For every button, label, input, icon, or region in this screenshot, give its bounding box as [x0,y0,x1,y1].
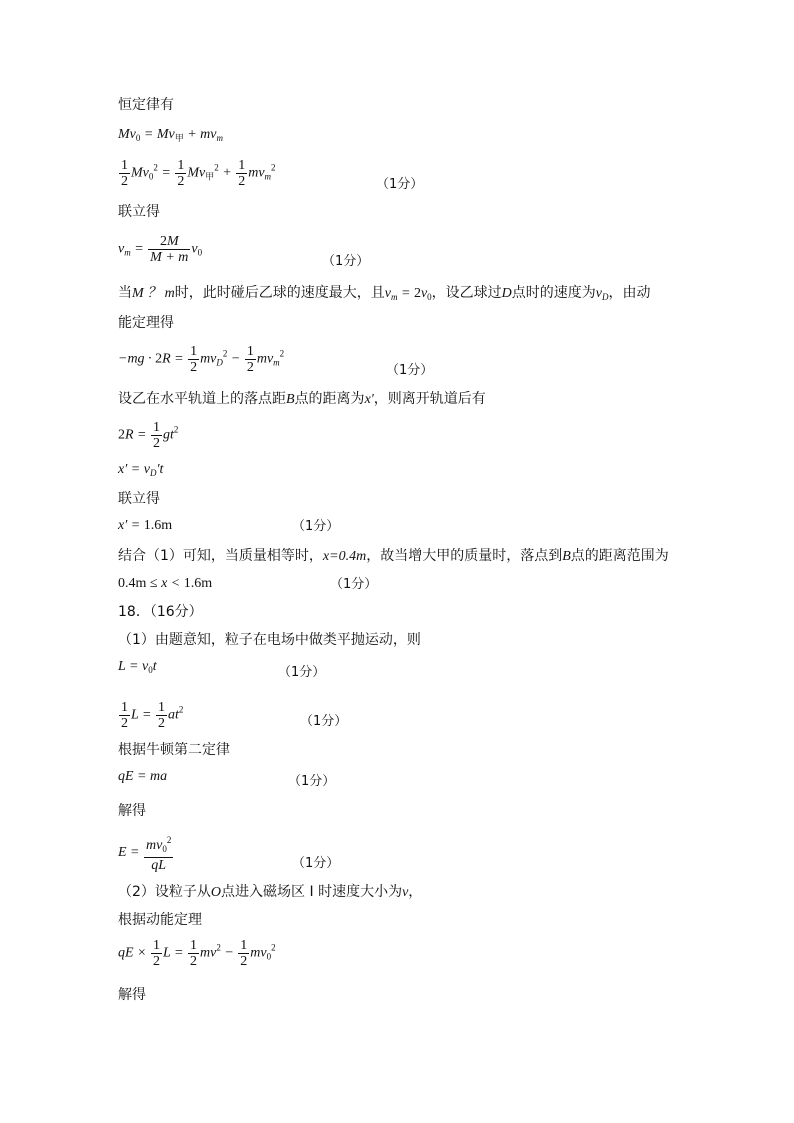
equation-newton: qE = ma [118,769,168,784]
text-line: 根据动能定理 [118,912,202,928]
text-line: 当M ？ m时，此时碰后乙球的速度最大，且$v_m = 2v_0$，设乙球过D点时的速度为$v_D$，由动 [118,285,651,302]
text-line: 联立得 [118,491,160,507]
equation-half-length: $\frac{1}{2}$ L = $\frac{1}{2}$ $at^2$ [121,700,184,731]
equation-vm-2v0: $v_m = 2v_0$ [384,286,432,302]
text-line: （2）设粒子从O点进入磁场区 I 时速度大小为v， [118,884,423,900]
text-line: 恒定律有 [118,97,174,113]
text-line: 能定理得 [118,315,174,331]
score-label: （1分） [300,714,348,729]
score-label: （1分） [288,774,336,789]
text-line: 设乙在水平轨道上的落点距B点的距离为x'，则离开轨道后有 [118,391,486,407]
text-line: （1）由题意知，粒子在电场中做类平抛运动，则 [118,632,421,648]
equation-length: $L = v_0t$ [118,659,157,675]
score-label: （1分） [292,856,340,871]
equation-work-energy: −mg · 2R = $\frac{1}{2}$ $mv_D^2$ − $\frac{1}{2}$ $mv_m^2$ [118,344,285,375]
text-line: 联立得 [118,204,160,220]
equation-horizontal: $x' = v_D't$ [118,462,164,478]
equation-momentum: $Mv_0 = Mv_甲 + mv_m$ [118,127,224,143]
question-heading: 18．（16分） [118,604,203,620]
score-label: （1分） [292,519,340,534]
score-label: （1分） [322,254,370,269]
text-line: 结合（1）可知，当质量相等时，x=0.4m，故当增大甲的质量时，落点到B点的距离范围为 [118,548,669,564]
text-line: 解得 [118,803,146,819]
equation-kinetic: qE × $\frac{1}{2}$ L = $\frac{1}{2}$ $mv^2$ − $\frac{1}{2}$ $mv_0^2$ [118,938,276,969]
equation-energy: $\frac{1}{2}$ $Mv_0^2$ = $\frac{1}{2}$ $Mv_甲^2$ + $\frac{1}{2}$ $mv_m^2$ [121,158,276,189]
text-line: 根据牛顿第二定律 [118,742,230,758]
text-line: 解得 [118,987,146,1003]
equation-x-result: x′ = 1.6m [118,518,173,533]
equation-range: 0.4m ≤ x < 1.6m [118,576,213,591]
score-label: （1分） [330,577,378,592]
score-label: （1分） [386,363,434,378]
equation-field: E = $\frac{mv_0^2}{qL}$ [118,835,172,873]
score-label: （1分） [376,177,424,192]
equation-fall: 2R = $\frac{1}{2}$ $gt^2$ [118,420,179,451]
score-label: （1分） [278,665,326,680]
equation-vm: $v_m$ = $\frac{2M}{M + m}$ $v_0$ [118,234,203,265]
